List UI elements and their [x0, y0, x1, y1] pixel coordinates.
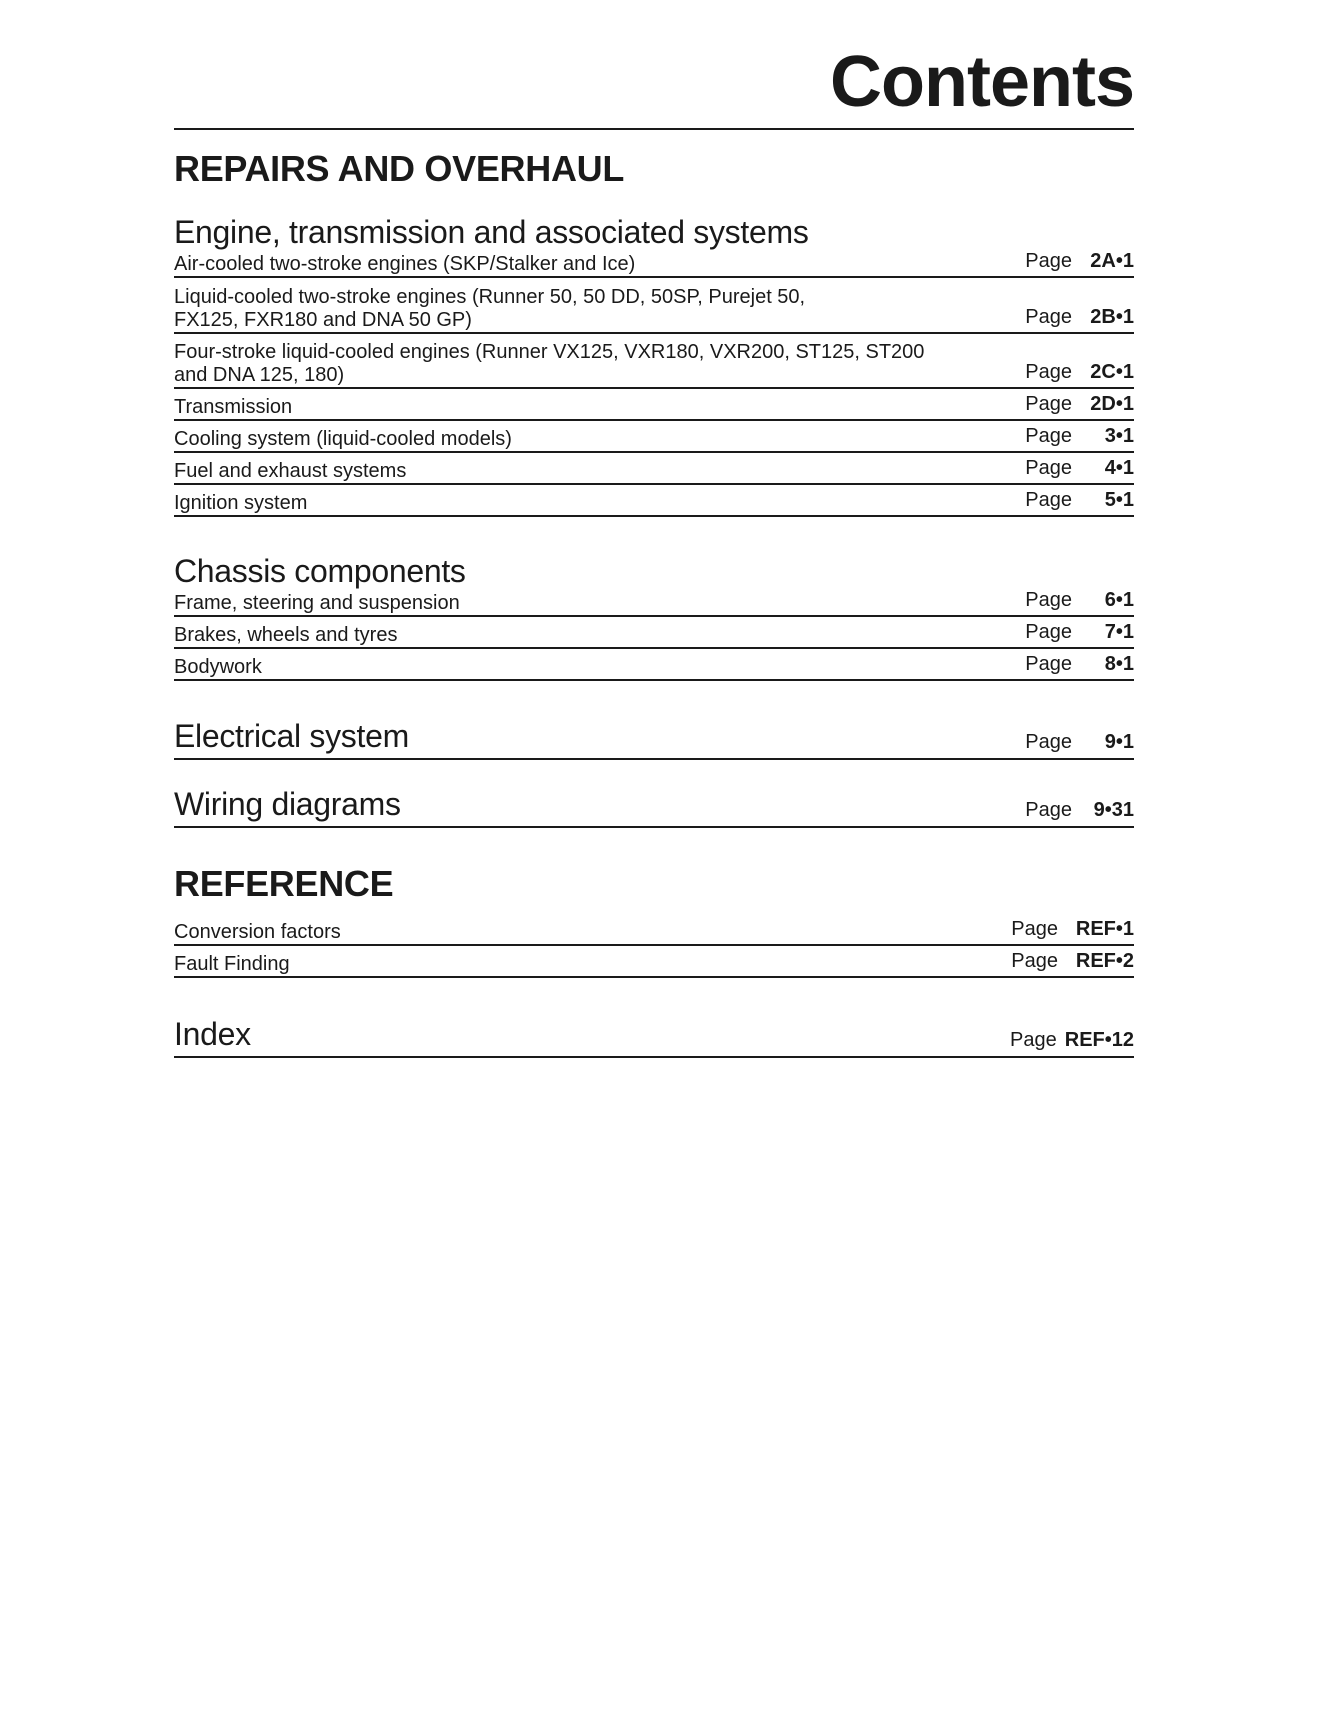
toc-entry-label: Wiring diagrams: [174, 786, 401, 822]
toc-entry[interactable]: [174, 341, 1134, 389]
page-number: REF•2: [1075, 950, 1134, 972]
toc-entry-index[interactable]: [174, 1018, 1134, 1058]
toc-entry-electrical[interactable]: [174, 720, 1134, 760]
toc-entry-label: Electrical system: [174, 718, 409, 754]
page-number: 7•1: [1104, 621, 1134, 643]
toc-entry[interactable]: [174, 393, 1134, 421]
toc-entry-page: Page 9•31: [1025, 799, 1134, 821]
toc-entry-label: Conversion factors: [174, 921, 341, 943]
toc-entry-label: Transmission: [174, 396, 293, 418]
page-number: 2B•1: [1090, 306, 1134, 328]
toc-entry-label: Frame, steering and suspension: [174, 592, 460, 614]
toc-entry-label: Index: [174, 1016, 251, 1052]
page-number: 6•1: [1104, 589, 1134, 611]
toc-entry[interactable]: [174, 621, 1134, 649]
toc-entry[interactable]: [174, 286, 1134, 334]
page-number: 2D•1: [1090, 393, 1134, 415]
section-heading-repairs: REPAIRS AND OVERHAUL: [174, 148, 625, 189]
toc-entry-label: Air-cooled two-stroke engines (SKP/Stalker and Ice): [174, 253, 636, 275]
page-number: 2A•1: [1090, 250, 1134, 272]
toc-entry-page: Page REF•2: [1011, 950, 1134, 972]
toc-entry-page: Page 5•1: [1025, 489, 1134, 511]
toc-entry-page: Page REF•12: [1010, 1029, 1134, 1051]
toc-entry[interactable]: [174, 425, 1134, 453]
toc-entry-page: Page 2B•1: [1025, 306, 1134, 328]
toc-entry-label: Four-stroke liquid-cooled engines (Runner VX125, VXR180, VXR200, ST125, ST200 and DNA 125, 180): [174, 341, 925, 386]
toc-entry-page: Page 2A•1: [1025, 250, 1134, 272]
toc-entry-label: Brakes, wheels and tyres: [174, 624, 398, 646]
page-number: 8•1: [1104, 653, 1134, 675]
page-number: 4•1: [1104, 457, 1134, 479]
toc-entry[interactable]: [174, 653, 1134, 681]
toc-entry-label: Fuel and exhaust systems: [174, 460, 407, 482]
toc-entry[interactable]: [174, 489, 1134, 517]
section-heading-reference: REFERENCE: [174, 863, 394, 904]
page-title: Contents: [830, 42, 1134, 122]
toc-entry[interactable]: [174, 250, 1134, 278]
toc-entry-page: Page 3•1: [1025, 425, 1134, 447]
toc-entry-page: Page 7•1: [1025, 621, 1134, 643]
toc-entry-page: Page 2D•1: [1025, 393, 1134, 415]
page-number: REF•1: [1075, 918, 1134, 940]
group-heading-chassis: Chassis components: [174, 553, 466, 589]
toc-entry-label: Bodywork: [174, 656, 262, 678]
page-number: 3•1: [1104, 425, 1134, 447]
toc-entry[interactable]: [174, 950, 1134, 978]
toc-entry-page: Page 4•1: [1025, 457, 1134, 479]
page-number: 5•1: [1104, 489, 1134, 511]
toc-entry-label: Ignition system: [174, 492, 308, 514]
page-number: 2C•1: [1090, 361, 1134, 383]
page-number: 9•1: [1104, 731, 1134, 753]
toc-entry-page: Page 8•1: [1025, 653, 1134, 675]
page-number: REF•12: [1064, 1029, 1134, 1051]
toc-entry-page: Page 2C•1: [1025, 361, 1134, 383]
toc-entry-label: Liquid-cooled two-stroke engines (Runner 50, 50 DD, 50SP, Purejet 50, FX125, FXR180 and DNA 50 GP): [174, 286, 806, 331]
toc-entry-label: Cooling system (liquid-cooled models): [174, 428, 512, 450]
toc-entry-page: Page REF•1: [1011, 918, 1134, 940]
toc-entry[interactable]: [174, 589, 1134, 617]
toc-entry-label: Fault Finding: [174, 953, 290, 975]
title-divider: [174, 128, 1134, 130]
toc-entry-wiring[interactable]: [174, 788, 1134, 828]
toc-entry[interactable]: [174, 457, 1134, 485]
toc-entry-page: Page 9•1: [1025, 731, 1134, 753]
toc-entry[interactable]: [174, 918, 1134, 946]
page-number: 9•31: [1093, 799, 1134, 821]
group-heading-engine: Engine, transmission and associated systems: [174, 214, 809, 250]
toc-entry-page: Page 6•1: [1025, 589, 1134, 611]
